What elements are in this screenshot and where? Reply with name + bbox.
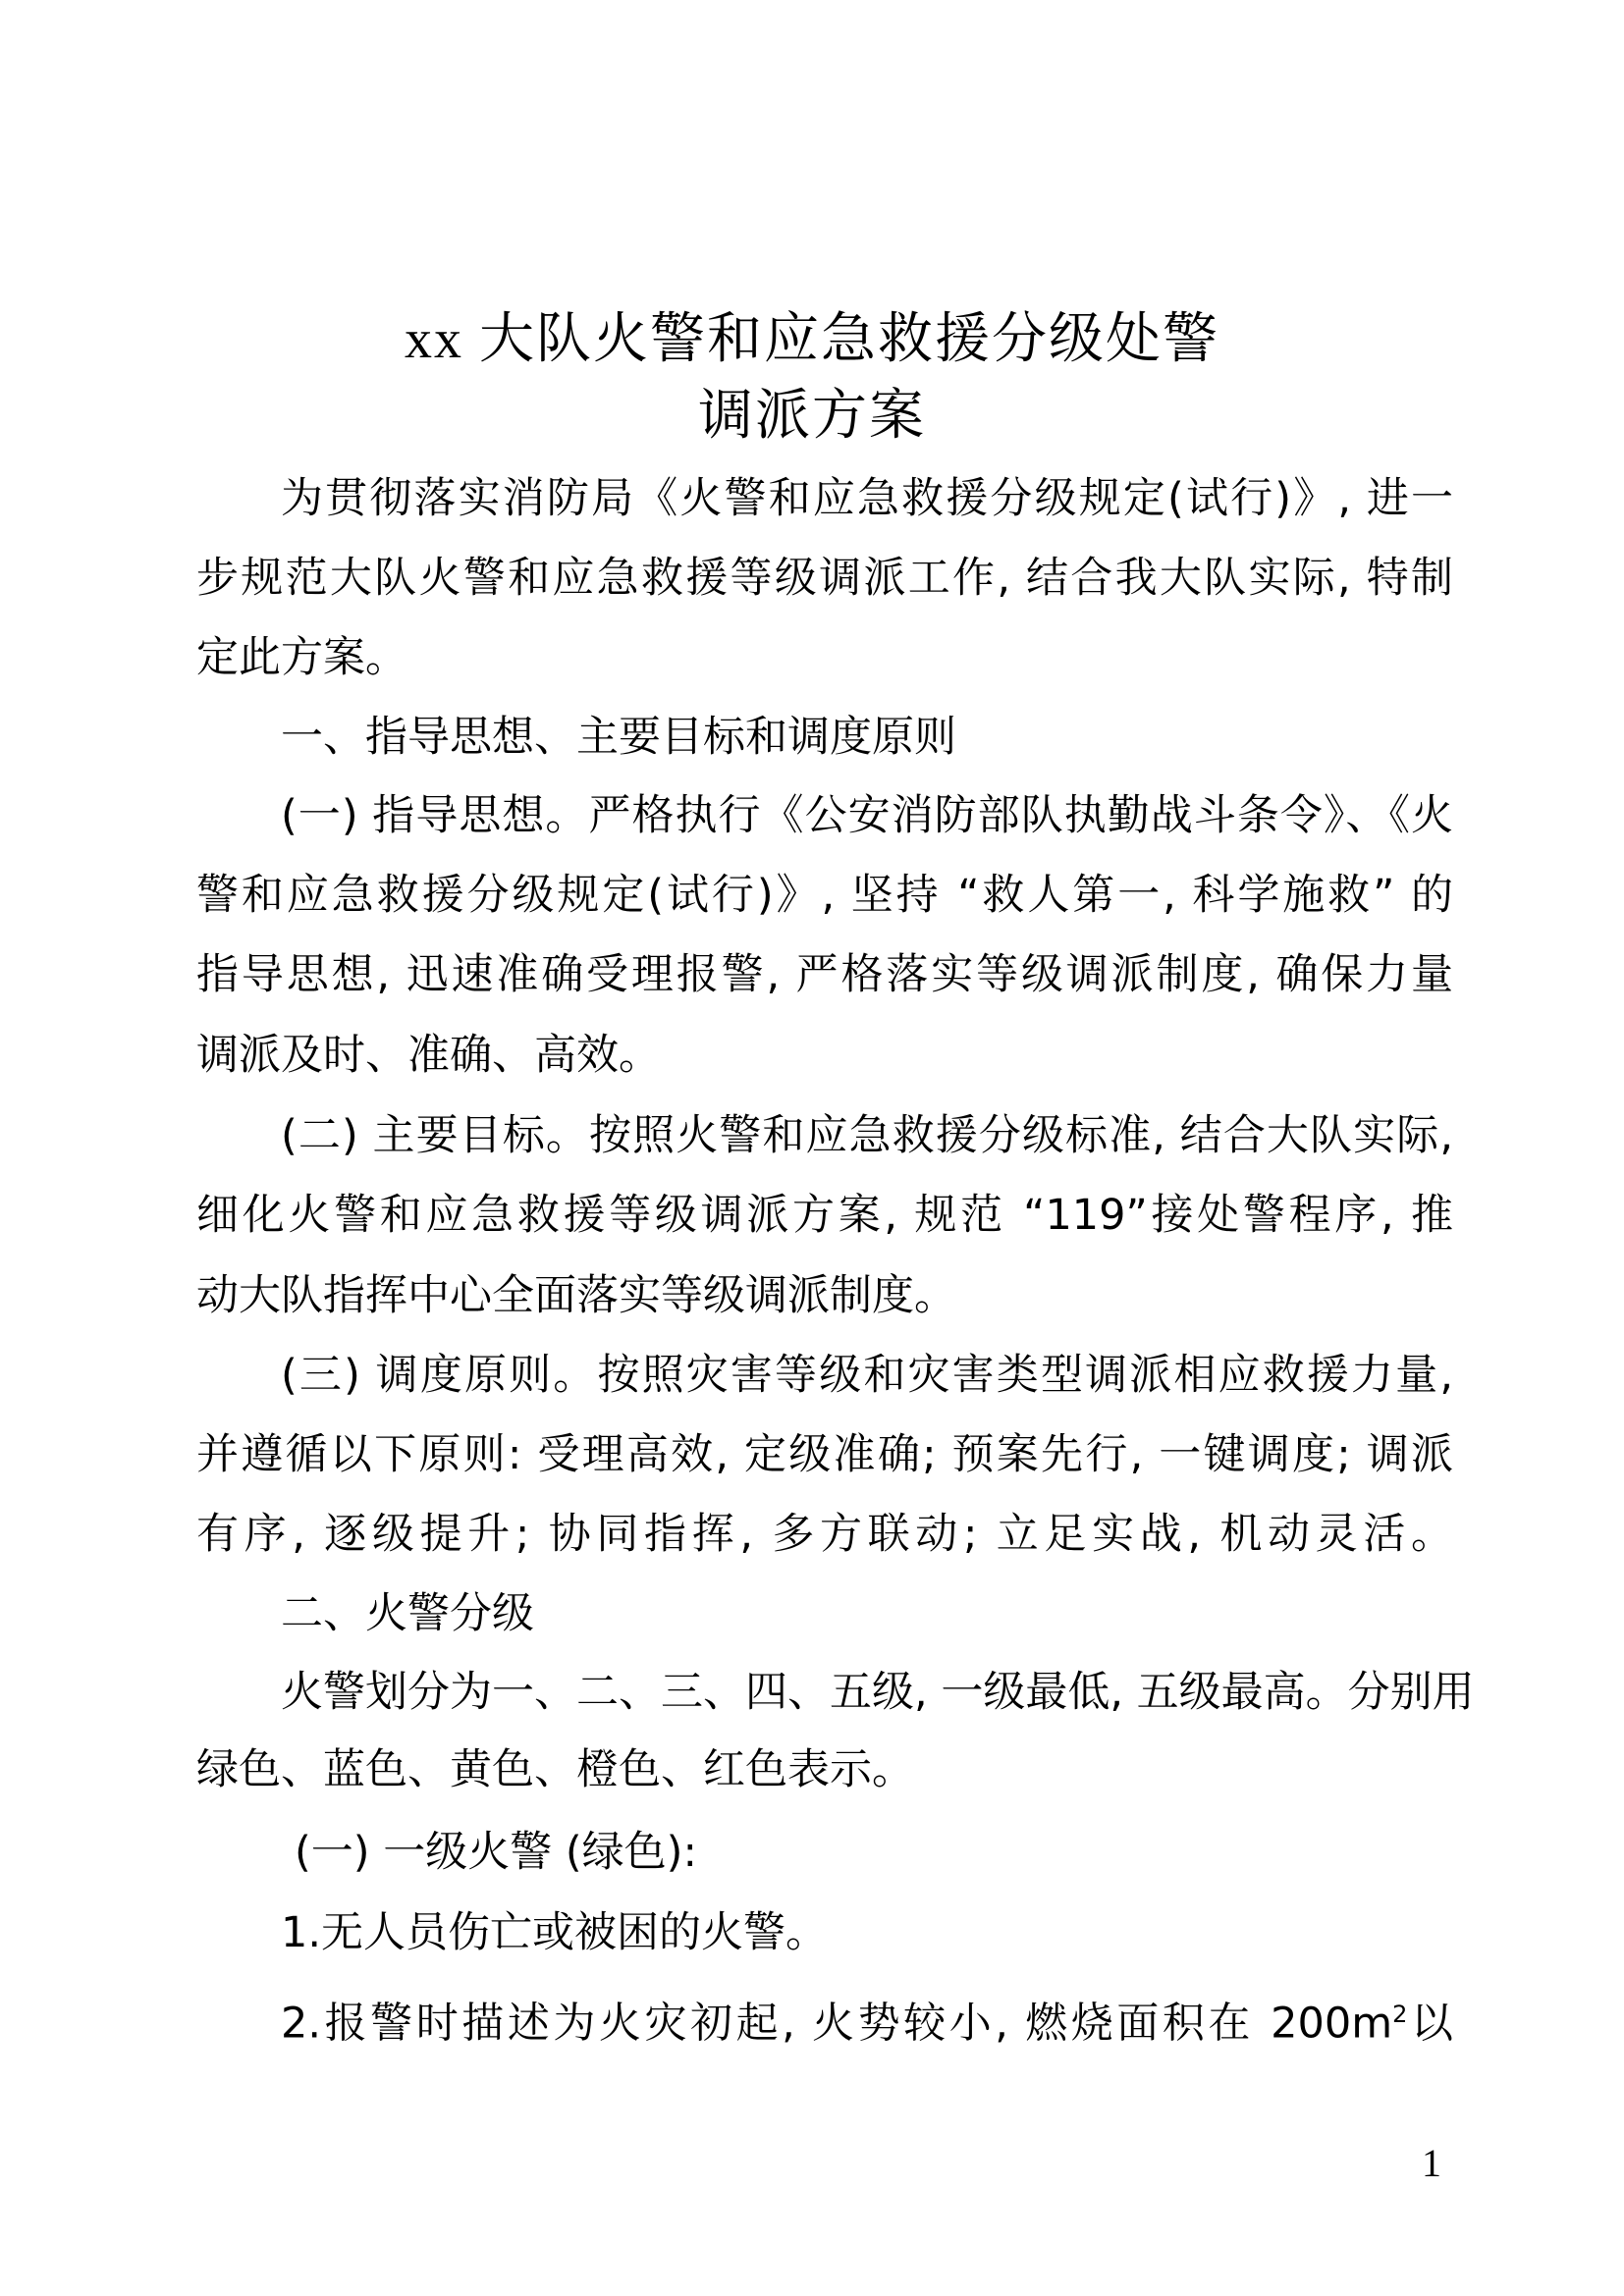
paragraph-line: 并遵循以下原则: 受理高效, 定级准确; 预案先行, 一键调度; 调派 (196, 1430, 1453, 1479)
paragraph-line: 绿色、蓝色、黄色、橙色、红色表示。 (196, 1745, 914, 1794)
document-title-line1: xx 大队火警和应急救援分级处警 (405, 309, 1219, 370)
document-title-line2: 调派方案 (698, 386, 926, 447)
list-item: 1.无人员伤亡或被困的火警。 (281, 1908, 829, 1957)
page-number: 1 (1422, 2141, 1441, 2185)
intro-line: 步规范大队火警和应急救援等级调派工作, 结合我大队实际, 特制 (196, 554, 1453, 603)
paragraph-line: 警和应急救援分级规定(试行)》, 坚持 “救人第一, 科学施救” 的 (196, 871, 1453, 920)
section-heading: 二、火警分级 (281, 1589, 534, 1638)
paragraph-line: 有序, 逐级提升; 协同指挥, 多方联动; 立足实战, 机动灵活。 (196, 1510, 1453, 1559)
intro-line: 为贯彻落实消防局《火警和应急救援分级规定(试行)》, 进一 (281, 474, 1453, 523)
paragraph-line: (二) 主要目标。按照火警和应急救援分级标准, 结合大队实际, (281, 1111, 1453, 1160)
section-heading: 一、指导思想、主要目标和调度原则 (281, 713, 956, 762)
paragraph-line: 细化火警和应急救援等级调派方案, 规范 “119”接处警程序, 推 (196, 1191, 1453, 1240)
paragraph-line: (一) 指导思想。严格执行《公安消防部队执勤战斗条令》、《火 (281, 791, 1453, 840)
paragraph-line: 火警划分为一、二、三、四、五级, 一级最低, 五级最高。分别用 (281, 1668, 1475, 1717)
superscript: 2 (1392, 2001, 1408, 2028)
list-item (281, 1974, 1453, 2063)
paragraph-line: 动大队指挥中心全面落实等级调派制度。 (196, 1271, 956, 1320)
paragraph-line: 调派及时、准确、高效。 (196, 1031, 661, 1080)
intro-line: 定此方案。 (196, 633, 407, 682)
list-item-text: 2.报警时描述为火灾初起, 火势较小, 燃烧面积在 200m (281, 1999, 1393, 2049)
paragraph-line: (三) 调度原则。按照灾害等级和灾害类型调派相应救援力量, (281, 1351, 1453, 1400)
subsection-heading: (一) 一级火警 (绿色): (295, 1828, 697, 1877)
list-item-text-end: 以 (1407, 1999, 1453, 2049)
paragraph-line: 指导思想, 迅速准确受理报警, 严格落实等级调派制度, 确保力量 (196, 950, 1453, 999)
